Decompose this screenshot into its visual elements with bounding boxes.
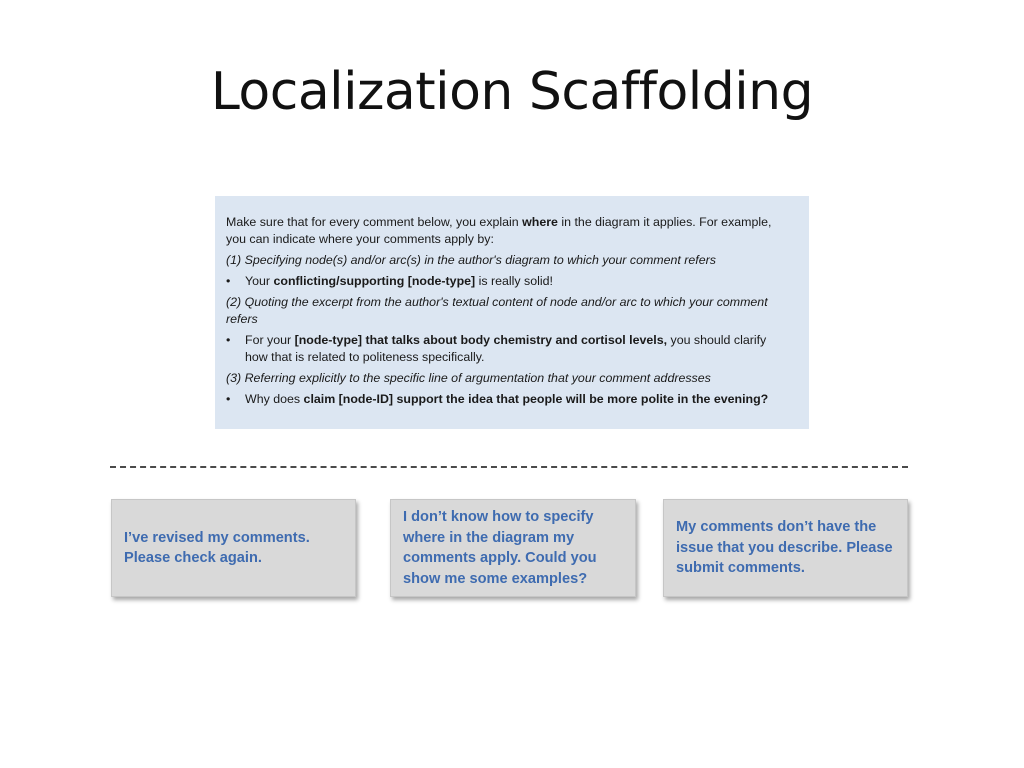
- instructions-intro: [226, 214, 785, 248]
- intro-text-b: in the diagram it applies. For example, you can indicate where your comments apply by:: [226, 215, 772, 246]
- bullet-3-emphasis: claim [node-ID] support the idea that people will be more polite in the evening?: [303, 392, 769, 406]
- bullet-1-text-b: is really solid!: [475, 274, 553, 288]
- instructions-panel: [215, 196, 809, 429]
- revised-comments-label: I’ve revised my comments. Please check again.: [124, 529, 310, 566]
- show-examples-label: I don’t know how to specify where in the diagram my comments apply. Could you show me some examples?: [403, 509, 597, 587]
- intro-text-a: Make sure that for every comment below, you explain: [226, 215, 523, 229]
- show-examples-button[interactable]: [390, 499, 636, 597]
- instruction-item-1: (1) Specifying node(s) and/or arc(s) in the author's diagram to which your comment refers: [226, 253, 716, 267]
- instruction-item-3: (3) Referring explicitly to the specific line of argumentation that your comment addresses: [226, 371, 711, 385]
- intro-emphasis: where: [522, 215, 558, 229]
- page-title: Localization Scaffolding: [210, 62, 814, 122]
- submit-comments-label: My comments don’t have the issue that you describe. Please submit comments.: [676, 519, 893, 577]
- example-bullet-1: [226, 273, 785, 290]
- bullet-glyph: •: [226, 392, 231, 406]
- bullet-1-emphasis: conflicting/supporting [node-type]: [273, 274, 476, 288]
- example-bullet-3: [226, 391, 785, 408]
- bullet-2-emphasis: [node-type] that talks about body chemistry and cortisol levels,: [294, 333, 668, 347]
- instruction-item-2: (2) Quoting the excerpt from the author's textual content of node and/or arc to which your comment refers: [226, 295, 768, 326]
- bullet-2-text-a: For your: [245, 333, 295, 347]
- bullet-glyph: •: [226, 274, 231, 288]
- revised-comments-button[interactable]: [111, 499, 356, 597]
- bullet-glyph: •: [226, 333, 231, 347]
- bullet-3-text-a: Why does: [245, 392, 304, 406]
- section-divider: [110, 466, 908, 468]
- bullet-1-text-a: Your: [245, 274, 274, 288]
- bullet-2-text-b: you should clarify how that is related to politeness specifically.: [245, 333, 767, 364]
- submit-comments-button[interactable]: [663, 499, 908, 597]
- example-bullet-2: [226, 332, 785, 366]
